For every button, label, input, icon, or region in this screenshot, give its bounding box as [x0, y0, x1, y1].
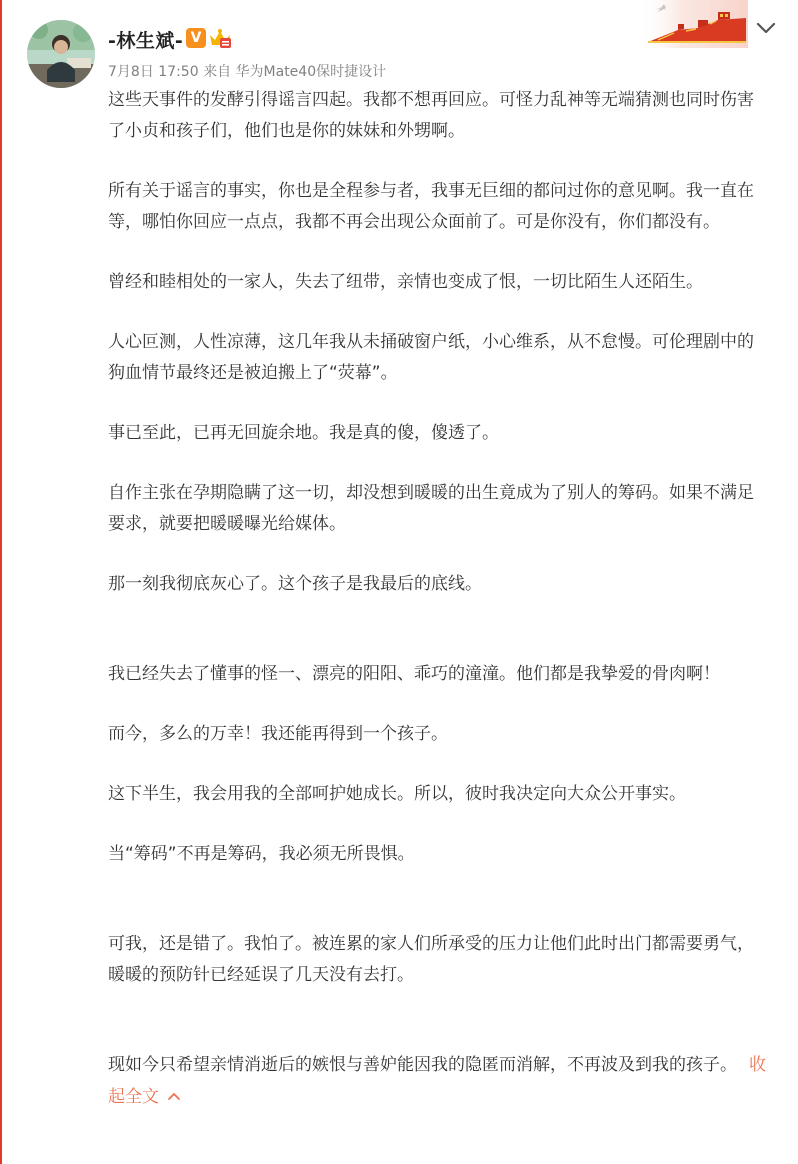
post-paragraph: 这些天事件的发酵引得谣言四起。我都不想再回应。可怪力乱神等无端猜测也同时伤害了小贞和孩子们，他们也是你的妹妹和外甥啊。	[108, 90, 754, 141]
great-wall-banner-icon	[638, 0, 748, 48]
left-accent-rule	[0, 0, 2, 1164]
post-body	[108, 85, 768, 1113]
post-paragraph: 这下半生，我会用我的全部呵护她成长。所以，彼时我决定向大众公开事实。	[108, 784, 686, 804]
verified-badge: V	[186, 28, 206, 48]
chevron-down-icon[interactable]	[754, 18, 778, 38]
username[interactable]: -林生斌-	[108, 30, 184, 52]
post-paragraph: 我已经失去了懂事的怪一、漂亮的阳阳、乖巧的潼潼。他们都是我挚爱的骨肉啊！	[108, 664, 720, 684]
post-header	[0, 0, 798, 92]
source-prefix: 来自	[203, 64, 232, 80]
post-meta	[108, 61, 386, 81]
post-paragraph: 自作主张在孕期隐瞒了这一切，却没想到暖暖的出生竟成为了别人的筹码。如果不满足要求，就要把暖暖曝光给媒体。	[108, 483, 754, 534]
post-date[interactable]: 7月8日 17:50	[108, 64, 199, 80]
post-paragraph-text: 现如今只希望亲情消逝后的嫉恨与善妒能因我的隐匿而消解，不再波及到我的孩子。	[108, 1055, 737, 1075]
post-paragraph: 当“筹码”不再是筹码，我必须无所畏惧。	[108, 844, 415, 864]
crown-member-icon[interactable]	[208, 27, 232, 49]
post-paragraph: 而今，多么的万幸！我还能再得到一个孩子。	[108, 724, 448, 744]
post-paragraph: 人心叵测，人性凉薄，这几年我从未捅破窗户纸，小心维系，从不怠慢。可伦理剧中的狗血情节最终还是被迫搬上了“荧幕”。	[108, 332, 754, 383]
post-paragraph: 可我，还是错了。我怕了。被连累的家人们所承受的压力让他们此时出门都需要勇气，暖暖的预防针已经延误了几天没有去打。	[108, 934, 754, 985]
chevron-up-icon[interactable]	[167, 1081, 181, 1112]
post-paragraph-last	[108, 1050, 768, 1113]
source-device[interactable]: 华为Mate40保时捷设计	[235, 64, 387, 80]
post-paragraph: 事已至此，已再无回旋余地。我是真的傻，傻透了。	[108, 423, 499, 443]
post-paragraph: 那一刻我彻底灰心了。这个孩子是我最后的底线。	[108, 574, 482, 594]
collapse-label[interactable]: 收起全文	[108, 1055, 766, 1107]
post-paragraph: 所有关于谣言的事实，你也是全程参与者，我事无巨细的都问过你的意见啊。我一直在等，哪怕你回应一点点，我都不再会出现公众面前了。可是你没有，你们都没有。	[108, 181, 754, 232]
avatar[interactable]	[27, 20, 95, 88]
post-paragraph: 曾经和睦相处的一家人，失去了纽带，亲情也变成了恨，一切比陌生人还陌生。	[108, 272, 703, 292]
